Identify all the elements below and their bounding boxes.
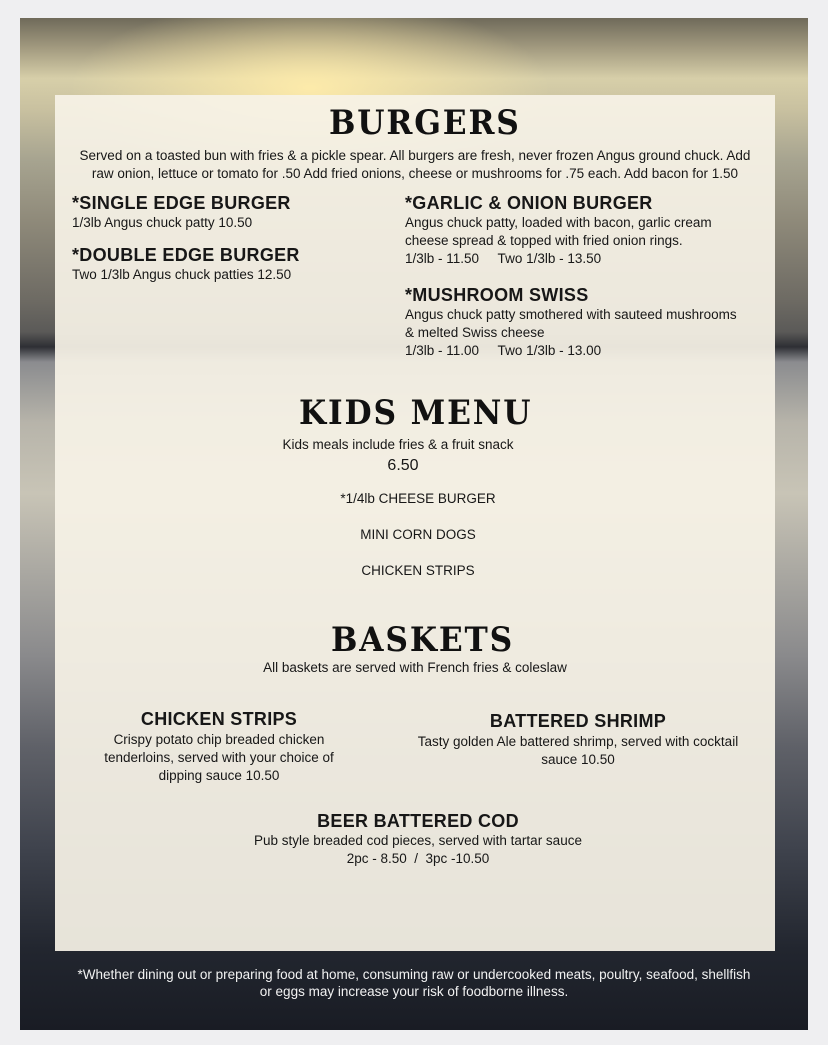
mushroom-swiss-price: 1/3lb - 11.00 Two 1/3lb - 13.00 [405,343,602,358]
kids-item-cheese-burger: *1/4lb CHEESE BURGER [340,491,496,506]
mushroom-swiss-desc-1: Angus chuck patty smothered with sauteed mushrooms [405,307,737,322]
menu-panel [55,95,775,951]
kids-menu-price: 6.50 [387,457,419,474]
kids-item-chicken-strips: CHICKEN STRIPS [361,563,475,578]
baskets-title: BASKETS [331,620,515,660]
kids-item-mini-corn-dogs: MINI CORN DOGS [360,527,476,542]
double-edge-burger-name: *DOUBLE EDGE BURGER [72,245,300,265]
kids-menu-title: KIDS MENU [299,393,533,433]
menu-page [20,18,808,1030]
basket-battered-shrimp-name: BATTERED SHRIMP [489,711,667,731]
double-edge-burger-desc: Two 1/3lb Angus chuck patties 12.50 [72,267,292,282]
burgers-title: BURGERS [329,103,521,143]
burgers-intro-line1: Served on a toasted bun with fries & a pickle spear. All burgers are fresh, never frozen Angus ground chuck. Add [79,148,751,163]
mushroom-swiss-desc-2: & melted Swiss cheese [405,325,545,340]
basket-beer-battered-cod-name: BEER BATTERED COD [317,811,519,831]
footer-line-2: or eggs may increase your risk of foodborne illness. [259,984,569,999]
single-edge-burger-name: *SINGLE EDGE BURGER [72,193,291,213]
garlic-onion-burger-desc-1: Angus chuck patty, loaded with bacon, garlic cream [405,215,712,230]
basket-battered-shrimp-desc-1: Tasty golden Ale battered shrimp, served with cocktail [417,734,739,749]
single-edge-burger-desc: 1/3lb Angus chuck patty 10.50 [72,215,253,230]
garlic-onion-burger-desc-2: cheese spread & topped with fried onion rings. [405,233,683,248]
food-safety-footer [20,966,808,1000]
baskets-subtitle: All baskets are served with French fries & coleslaw [263,660,567,675]
basket-chicken-strips-name: CHICKEN STRIPS [140,709,298,729]
basket-chicken-strips-desc-2: tenderloins, served with your choice of [104,750,334,765]
burgers-intro-line2: raw onion, lettuce or tomato for .50 Add fried onions, cheese or mushrooms for .75 each. Add bacon for 1.50 [91,166,739,181]
footer-line-1: *Whether dining out or preparing food at home, consuming raw or undercooked meats, poultry, seafood, shellfish [77,967,751,982]
kids-menu-subtitle: Kids meals include fries & a fruit snack [282,437,514,452]
garlic-onion-burger-name: *GARLIC & ONION BURGER [405,193,653,213]
garlic-onion-burger-price: 1/3lb - 11.50 Two 1/3lb - 13.50 [405,251,602,266]
basket-battered-shrimp-desc-2: sauce 10.50 [541,752,615,767]
basket-beer-battered-cod-desc-2: 2pc - 8.50 / 3pc -10.50 [346,851,490,866]
mushroom-swiss-name: *MUSHROOM SWISS [405,285,589,305]
basket-chicken-strips-desc-3: dipping sauce 10.50 [158,768,280,783]
basket-chicken-strips-desc-1: Crispy potato chip breaded chicken [113,732,325,747]
basket-beer-battered-cod-desc-1: Pub style breaded cod pieces, served with tartar sauce [254,833,582,848]
